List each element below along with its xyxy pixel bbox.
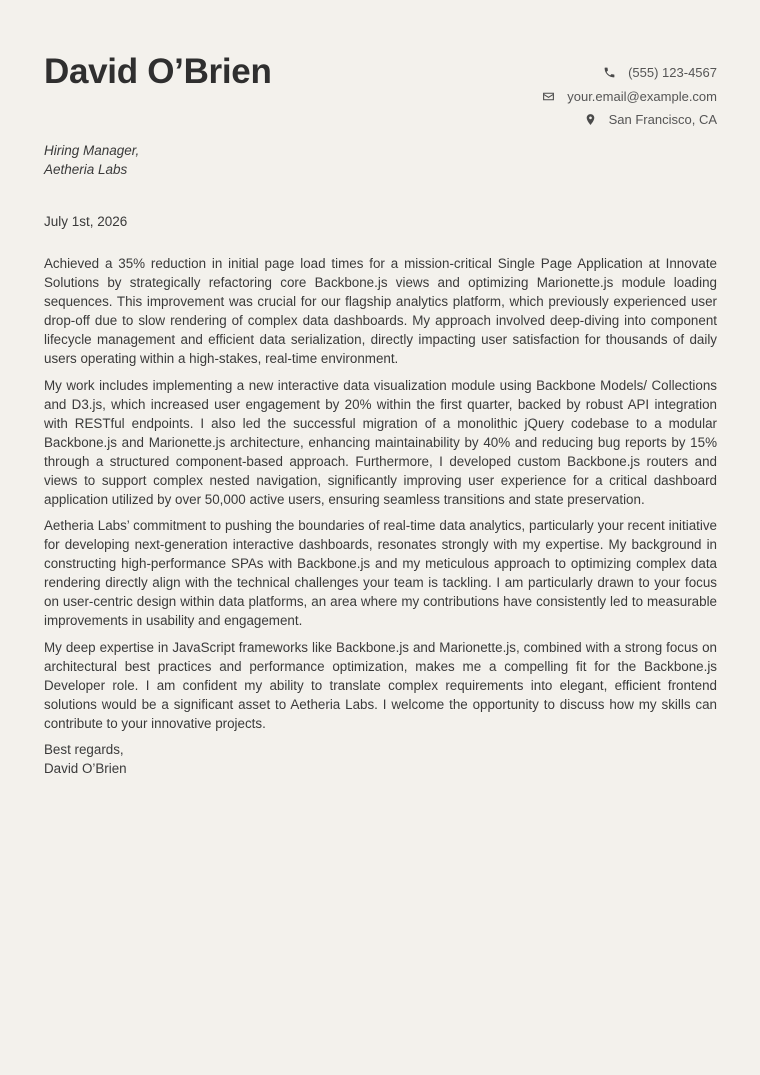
body-paragraph: Achieved a 35% reduction in initial page load times for a mission-critical Single Page Application at Innovate Solutions by strategically refactoring core Backbone.js views and optimizing Marionette.js module loading sequences. This improvement was crucial for our flagship analytics platform, which previously experienced user drop-off due to slow rendering of complex data dashboards. My approach involved deep-diving into component lifecycle management and efficient data serialization, directly impacting user satisfaction for thousands of daily users operating within a high-stakes, real-time environment. [44, 256, 717, 366]
sender-name: David O’Brien [44, 52, 272, 91]
contact-info [542, 61, 717, 132]
phone-text: (555) 123-4567 [628, 65, 717, 81]
closing-signature: David O’Brien [44, 761, 127, 776]
closing-salutation: Best regards, [44, 742, 124, 757]
contact-location [542, 108, 717, 132]
closing-block [44, 740, 717, 778]
map-pin-icon [584, 113, 597, 126]
body-paragraph: Aetheria Labs’ commitment to pushing the boundaries of real-time data analytics, particularly your recent initiative for developing next-generation interactive dashboards, resonates strongly with my expertise. My background in constructing high-performance SPAs with Backbone.js and my meticulous approach to optimizing complex data rendering directly align with the technical challenges your team is tackling. I am particularly drawn to your focus on user-centric design within data platforms, an area where my contributions have consistently led to measurable improvements in usability and engagement. [44, 518, 717, 628]
body-paragraph: My deep expertise in JavaScript frameworks like Backbone.js and Marionette.js, combined with a strong focus on architectural best practices and performance optimization, makes me a compelling fit for the Backbone.js Developer role. I am confident my ability to translate complex requirements into elegant, efficient frontend solutions would be a significant asset to Aetheria Labs. I welcome the opportunity to discuss how my skills can contribute to your innovative projects. [44, 639, 717, 731]
recipient-company: Aetheria Labs [44, 162, 128, 177]
contact-email [542, 85, 717, 109]
location-text: San Francisco, CA [608, 112, 717, 128]
recipient-block [44, 141, 139, 179]
letter-date: July 1st, 2026 [44, 214, 128, 229]
envelope-icon [542, 90, 555, 103]
email-text: your.email@example.com [567, 88, 717, 104]
recipient-title: Hiring Manager, [44, 143, 140, 158]
body-paragraph: My work includes implementing a new interactive data visualization module using Backbone Models/ Collections and D3.js, which increased user engagement by 20% within the first quarter, backed by robust API integration with RESTful endpoints. I also led the successful migration of a monolithic jQuery codebase to a modular Backbone.js and Marionette.js architecture, enhancing maintainability by 40% and reducing bug reports by 15% through a structured component-based approach. Furthermore, I developed custom Backbone.js routers and views to support complex nested navigation, significantly improving user experience for a critical dashboard application utilized by over 50,000 active users, ensuring seamless transitions and state preservation. [44, 377, 717, 507]
contact-phone [542, 61, 717, 85]
letter-header [44, 0, 717, 140]
letter-body [44, 254, 717, 778]
phone-icon [603, 66, 616, 79]
